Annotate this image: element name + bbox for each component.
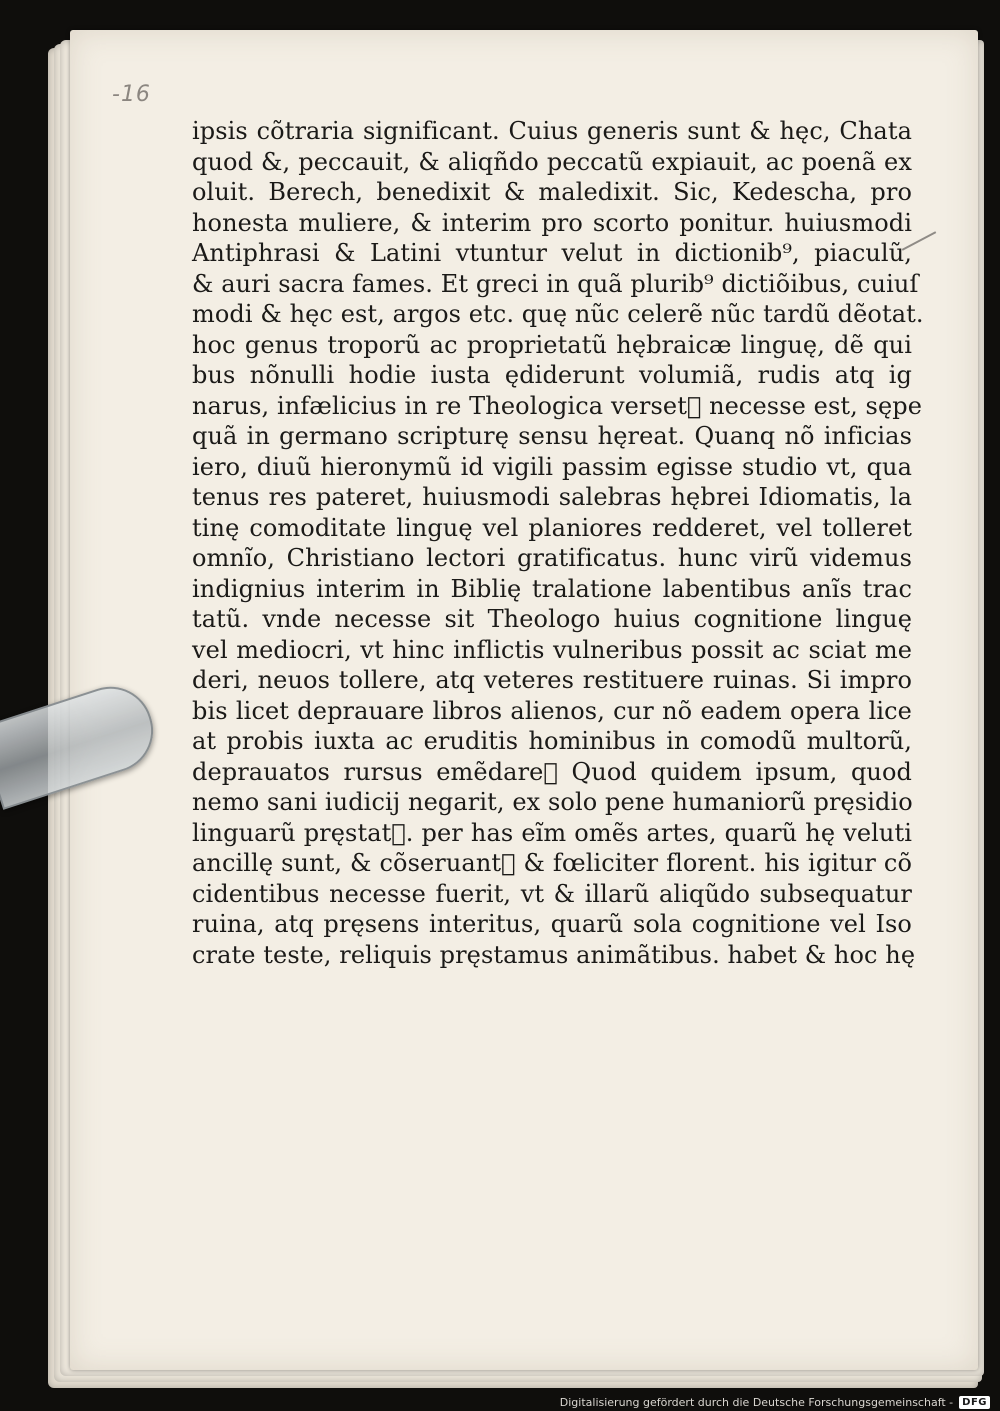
- text-line: quod &, peccauit, & aliqñdo peccatũ expiauit, ac poenã ex: [192, 147, 912, 176]
- text-line: bis licet deprauare libros alienos, cur nõ eadem opera lice: [192, 696, 912, 725]
- text-line: ruina, atq pręsens interitus, quarũ sola cognitione vel Iso: [192, 910, 912, 938]
- text-line: ipsis cõtraria significant. Cuius generis sunt & hęc, Chata: [192, 117, 912, 145]
- dfg-logo: DFG: [959, 1396, 990, 1409]
- text-line: at probis iuxta ac eruditis hominibus in comodũ multorũ,: [192, 727, 912, 755]
- text-line: bus nõnulli hodie iusta ędiderunt volumiã, rudis atq ig: [192, 361, 912, 389]
- text-line: deprauatos rursus emẽdareᷓ Quod quidem ipsum, quod: [192, 757, 912, 786]
- text-line: nemo sani iudicij negarit, ex solo pene humaniorũ pręsidio: [192, 788, 913, 816]
- text-line: tinę comoditate linguę vel planiores redderet, vel tolleret: [192, 513, 912, 542]
- text-line: modi & hęc est, argos etc. quę nũc celerẽ nũc tardũ dẽotat.: [192, 300, 924, 328]
- text-line: omnĩo, Christiano lectori gratificatus. hunc virũ videmus: [192, 544, 912, 572]
- text-line: hoc genus troporũ ac proprietatũ hębraicæ linguę, dẽ qui: [192, 330, 912, 359]
- text-line: linguarũ pręstatᷓ. per has eĩm omẽs artes, quarũ hę veluti: [192, 818, 912, 847]
- text-line: ancillę sunt, & cõseruantᷓ & fœliciter florent. his igitur cõ: [192, 849, 912, 877]
- text-line: honesta muliere, & interim pro scorto ponitur. huiusmodi: [192, 208, 912, 237]
- folio-note: -16: [112, 82, 151, 107]
- text-line: iero, diuũ hieronymũ id vigili passim egisse studio vt, qua: [192, 452, 912, 481]
- text-line: crate teste, reliquis pręstamus animãtibus. habet & hoc hę: [192, 940, 916, 969]
- footer: [560, 1396, 990, 1409]
- text-line: deri, neuos tollere, atq veteres restituere ruinas. Si impro: [192, 666, 912, 694]
- text-line: tenus res pateret, huiusmodi salebras hębrei Idiomatis, la: [192, 483, 912, 511]
- text-line: cidentibus necesse fuerit, vt & illarũ aliqũdo subsequatur: [192, 879, 912, 908]
- text-line: vel mediocri, vt hinc inflictis vulneribus possit ac sciat me: [192, 635, 912, 664]
- text-line: Antiphrasi & Latini vtuntur velut in dictionib⁹, piaculũ,: [192, 239, 912, 267]
- text-line: & auri sacra fames. Et greci in quã plurib⁹ dictiõibus, cuiuſ: [192, 269, 919, 298]
- footer-credit: Digitalisierung gefördert durch die Deutsche Forschungsgemeinschaft -: [559, 1396, 954, 1409]
- text-line: tatũ. vnde necesse sit Theologo huius cognitione linguę: [192, 605, 912, 633]
- text-block: [192, 116, 924, 970]
- text-line: quã in germano scripturę sensu hęreat. Quanq nõ inficias: [192, 422, 912, 450]
- text-line: oluit. Berech, benedixit & maledixit. Sic, Kedescha, pro: [192, 178, 912, 206]
- text-line: narus, infælicius in re Theologica versetᷓ necesse est, sępe: [192, 391, 923, 420]
- text-line: indignius interim in Biblię tralatione labentibus anĩs trac: [192, 574, 912, 603]
